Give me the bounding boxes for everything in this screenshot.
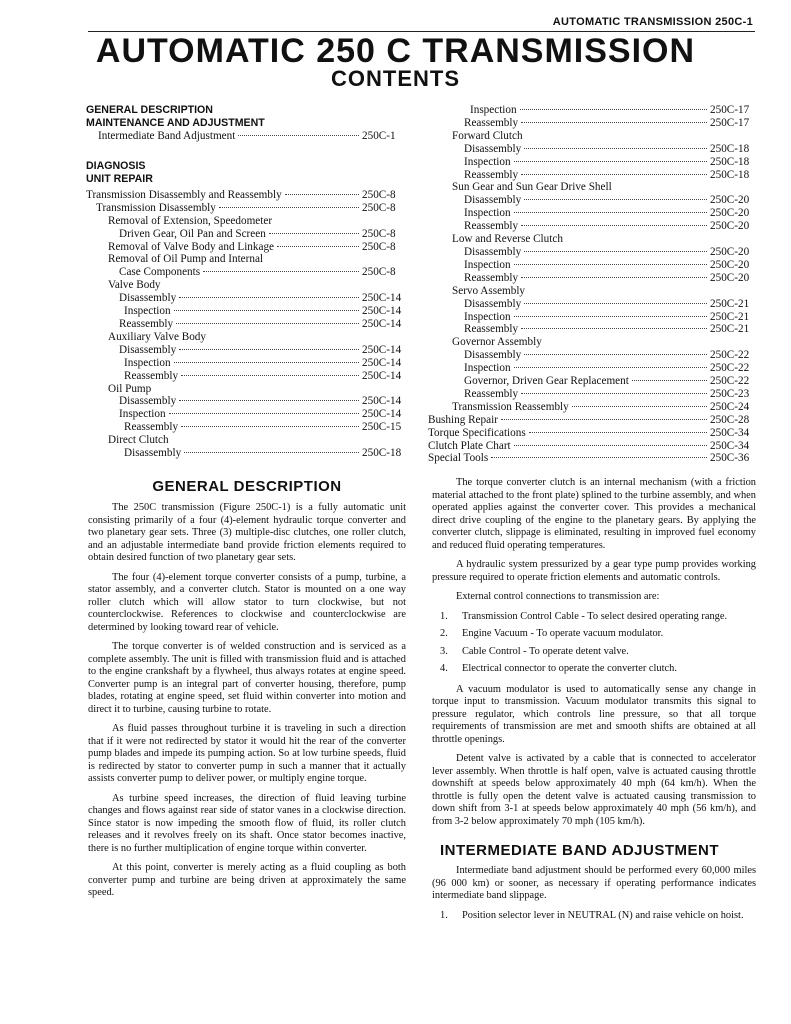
body-paragraph: The torque converter clutch is an internal mechanism (with a friction material attached to the front plate) splined to the turbine assembly, and when operated applies against the converter cover. This provides a mechanical direct drive coupling of the engine to the planetary gears. By applying the converter clutch, slippage is eliminated, resulting in improved fuel economy and reduced fluid operating temperatures. xyxy=(432,477,756,551)
toc-heading-maintenance: MAINTENANCE AND ADJUSTMENT xyxy=(86,117,265,129)
toc-entry xyxy=(428,414,754,427)
toc-entry xyxy=(86,447,406,460)
toc-entry xyxy=(428,130,754,143)
toc-entry-page: 250C-8 xyxy=(362,227,396,240)
toc-entry xyxy=(86,266,406,279)
toc-entry xyxy=(428,220,754,233)
dot-leader xyxy=(277,246,359,247)
toc-entry-title: Direct Clutch xyxy=(108,434,169,447)
toc-entry xyxy=(428,311,754,324)
toc-entry xyxy=(428,117,754,130)
toc-entry xyxy=(428,169,754,182)
toc-entry-page: 250C-18 xyxy=(362,447,402,460)
body-paragraph: The four (4)-element torque converter consists of a pump, turbine, a stator assembly, and a converter clutch. Stator is mounted on a one way roller clutch which will allow stator to turn clockwise, but not counterclockwise. References to clockwise and counterclockwise are determined by looking toward rear of vehicle. xyxy=(88,571,406,633)
body-paragraph: External control connections to transmission are: xyxy=(456,591,660,602)
toc-entry-page: 250C-22 xyxy=(710,375,750,388)
toc-entry-title: Reassembly xyxy=(464,168,519,181)
toc-entry-page: 250C-20 xyxy=(710,245,750,258)
list-item: 1. Position selector lever in NEUTRAL (N) and raise vehicle on hoist. xyxy=(440,909,744,921)
toc-entry-title: Bushing Repair xyxy=(428,413,498,426)
toc-entry-page: 250C-18 xyxy=(710,142,750,155)
toc-entry-page: 250C-22 xyxy=(710,362,750,375)
toc-entry-page: 250C-34 xyxy=(710,439,750,452)
toc-entry-title: Inspection xyxy=(124,356,171,369)
body-paragraph: Intermediate band adjustment should be performed every 60,000 miles (96 000 km) or sooner, as necessary if operating performance indicates intermediate band slippage. xyxy=(432,865,756,901)
dot-leader xyxy=(572,406,707,407)
dot-leader xyxy=(179,297,359,298)
dot-leader xyxy=(524,199,707,200)
toc-entry xyxy=(428,259,754,272)
toc-entry-title: Removal of Oil Pump and Internal xyxy=(108,253,264,266)
toc-heading-general-description: GENERAL DESCRIPTION xyxy=(86,104,213,116)
body-paragraph: The torque converter is of welded construction and is serviced as a complete assembly. The unit is filled with transmission fluid and is attached to the engine crankshaft by a flywheel, thus always rotates at engine speed. Converter pump is an integral part of converter housing, therefore, pump blades, rotating at engine speed, set fluid within converter into motion and direct it to turbine, causing turbine to rotate. xyxy=(88,641,406,715)
dot-leader xyxy=(521,174,707,175)
intermediate-band-heading: INTERMEDIATE BAND ADJUSTMENT xyxy=(440,842,719,859)
toc-entry-title: Low and Reverse Clutch xyxy=(452,233,563,246)
toc-entry xyxy=(428,233,754,246)
toc-entry xyxy=(428,362,754,375)
dot-leader xyxy=(524,303,707,304)
toc-entry xyxy=(86,421,406,434)
toc-entry-title: Reassembly xyxy=(124,421,179,434)
toc-entry-page: 250C-21 xyxy=(710,323,750,336)
dot-leader xyxy=(219,207,359,208)
dot-leader xyxy=(501,419,707,420)
page-title: AUTOMATIC 250 C TRANSMISSION xyxy=(95,32,696,70)
dot-leader xyxy=(514,212,707,213)
toc-heading-unit-repair: UNIT REPAIR xyxy=(86,172,153,185)
toc-entry-title: Inspection xyxy=(464,207,511,220)
toc-entry-page: 250C-20 xyxy=(710,194,750,207)
toc-entry-page: 250C-1 xyxy=(362,130,396,142)
toc-entry xyxy=(428,375,754,388)
toc-entry-title: Special Tools xyxy=(428,452,489,465)
toc-entry xyxy=(86,370,406,383)
toc-entry xyxy=(86,357,406,370)
toc-entry xyxy=(86,331,406,344)
toc-entry xyxy=(86,408,406,421)
toc-entry xyxy=(428,272,754,285)
toc-entry-page: 250C-28 xyxy=(710,413,750,426)
toc-entry-title: Inspection xyxy=(464,258,511,271)
control-connections-list xyxy=(432,611,756,676)
toc-entry-page: 250C-8 xyxy=(362,188,396,201)
toc-entry-page: 250C-17 xyxy=(710,104,750,116)
toc-entry xyxy=(86,279,406,292)
toc-entry-page: 250C-8 xyxy=(362,266,396,279)
toc-entry xyxy=(86,253,406,266)
dot-leader xyxy=(285,194,359,195)
dot-leader xyxy=(269,233,359,234)
toc-entry xyxy=(86,215,406,228)
dot-leader xyxy=(203,271,359,272)
toc-entry-page: 250C-20 xyxy=(710,258,750,271)
body-paragraph: As turbine speed increases, the direction of fluid leaving turbine changes and flows against rear side of stator vanes in a clockwise direction. Since stator is now impeding the smooth flow of fluid, its roller clutch releases and it revolves freely on its shaft. Once stator becomes inactive, there is no further multiplication of engine torque within converter. xyxy=(88,792,406,854)
toc-entry xyxy=(86,241,406,254)
toc-entry xyxy=(86,305,406,318)
toc-entry xyxy=(428,104,754,117)
toc-entry-page: 250C-8 xyxy=(362,201,396,214)
toc-entry-page: 250C-20 xyxy=(710,207,750,220)
dot-leader xyxy=(184,452,359,453)
toc-entry-title: Servo Assembly xyxy=(452,284,526,297)
toc-entry xyxy=(86,202,406,215)
toc-entry-title: Transmission Disassembly and Reassembly xyxy=(86,188,282,201)
toc-entry-title: Torque Specifications xyxy=(428,426,526,439)
toc-entry-page: 250C-17 xyxy=(710,116,750,129)
toc-entry xyxy=(428,388,754,401)
toc-entry xyxy=(428,452,754,465)
toc-group-maintenance xyxy=(86,130,406,143)
toc-entry-title: Reassembly xyxy=(119,317,174,330)
toc-entry xyxy=(86,189,406,202)
toc-entry-title: Disassembly xyxy=(124,447,182,460)
toc-entry-title: Inspection xyxy=(464,310,511,323)
toc-entry xyxy=(86,228,406,241)
toc-entry xyxy=(428,323,754,336)
toc-entry-page: 250C-22 xyxy=(710,349,750,362)
dot-leader xyxy=(179,349,359,350)
toc-entry xyxy=(428,194,754,207)
toc-entry-title: Disassembly xyxy=(464,297,522,310)
body-paragraph: As fluid passes throughout turbine it is traveling in such a direction that if it were not redirected by stator it would hit the rear of the converter pump blades and impede its pumping action. So at low turbine speeds, fluid is redirected by stator to converter pump in such a manner that it actually assists converter pump to deliver power, or multiply engine torque. xyxy=(88,723,406,784)
dot-leader xyxy=(524,148,707,149)
toc-entry xyxy=(86,434,406,447)
dot-leader xyxy=(529,432,707,433)
dot-leader xyxy=(491,457,707,458)
dot-leader xyxy=(514,367,707,368)
toc-entry-title: Case Components xyxy=(119,266,201,279)
toc-entry-title: Disassembly xyxy=(119,343,177,356)
toc-entry-title: Intermediate Band Adjustment xyxy=(98,130,236,142)
toc-entry-title: Disassembly xyxy=(464,349,522,362)
body-paragraph: A hydraulic system pressurized by a gear type pump provides working pressure required to operate friction elements and automatic controls. xyxy=(432,559,756,583)
toc-entry-title: Transmission Reassembly xyxy=(452,400,569,413)
toc-entry-title: Disassembly xyxy=(464,245,522,258)
toc-entry xyxy=(86,395,406,408)
toc-entry xyxy=(428,285,754,298)
toc-entry-page: 250C-14 xyxy=(362,343,402,356)
toc-entry-title: Removal of Extension, Speedometer xyxy=(108,214,273,227)
toc-entry-page: 250C-14 xyxy=(362,369,402,382)
list-item: 3. Cable Control - To operate detent valve. xyxy=(440,645,629,657)
toc-entry-title: Transmission Disassembly xyxy=(96,201,216,214)
toc-entry-page: 250C-20 xyxy=(710,271,750,284)
toc-entry xyxy=(428,298,754,311)
toc-entry-title: Clutch Plate Chart xyxy=(428,439,511,452)
toc-entry xyxy=(428,427,754,440)
right-text-column xyxy=(432,477,756,930)
toc-entry xyxy=(428,440,754,453)
list-item: 1. Transmission Control Cable - To select desired operating range. xyxy=(440,610,728,622)
toc-entry-title: Sun Gear and Sun Gear Drive Shell xyxy=(452,181,612,194)
toc-heading-diagnosis: DIAGNOSIS xyxy=(86,159,146,172)
dot-leader xyxy=(514,264,707,265)
toc-entry-page: 250C-18 xyxy=(710,168,750,181)
dot-leader xyxy=(181,426,359,427)
toc-entry xyxy=(428,143,754,156)
toc-right-column xyxy=(428,104,754,465)
toc-entry-title: Inspection xyxy=(470,104,517,116)
toc-entry xyxy=(428,181,754,194)
toc-entry xyxy=(86,130,406,143)
body-paragraph: Detent valve is activated by a cable that is connected to accelerator lever assembly. When throttle is half open, valve is actuated causing throttle downshift at speeds below approximately 40 mph (64 km/h). When the throttle is fully open the detent valve is actuated causing transmission to down shift from 3-1 at speeds below approximately 40 mph (56 km/h), and from 3-2 below approximately 70 mph (105 km/h). xyxy=(432,753,756,827)
contents-title: CONTENTS xyxy=(331,66,460,91)
toc-group-unit-repair xyxy=(86,189,406,460)
toc-entry-page: 250C-34 xyxy=(710,426,750,439)
toc-entry-page: 250C-14 xyxy=(362,408,402,421)
toc-entry-title: Forward Clutch xyxy=(452,129,523,142)
dot-leader xyxy=(521,328,707,329)
dot-leader xyxy=(520,109,707,110)
general-description-column xyxy=(88,478,406,907)
toc-group-right xyxy=(428,104,754,465)
toc-entry-title: Inspection xyxy=(124,305,171,318)
toc-entry-title: Reassembly xyxy=(464,323,519,336)
toc-entry xyxy=(86,318,406,331)
toc-entry-title: Governor Assembly xyxy=(452,336,542,349)
toc-entry-page: 250C-14 xyxy=(362,305,402,318)
body-paragraph: The 250C transmission (Figure 250C-1) is a fully automatic unit consisting primarily of a four (4)-element hydraulic torque converter and two planetary gear sets. Three (3) multiple-disc clutches, one roller clutch, and an adjustable intermediate band provide friction elements required to obtain desired function of two planetary gear sets. xyxy=(88,502,406,563)
dot-leader xyxy=(181,375,359,376)
dot-leader xyxy=(521,122,707,123)
running-head: AUTOMATIC TRANSMISSION 250C-1 xyxy=(552,16,753,28)
body-paragraph: At this point, converter is merely acting as a fluid coupling as both converter pump and turbine are being driven at approximately the same speed. xyxy=(88,862,406,898)
toc-entry-title: Removal of Valve Body and Linkage xyxy=(108,240,275,253)
toc-entry-page: 250C-20 xyxy=(710,220,750,233)
toc-entry-page: 250C-14 xyxy=(362,317,402,330)
dot-leader xyxy=(174,362,359,363)
toc-entry-page: 250C-14 xyxy=(362,356,402,369)
dot-leader xyxy=(174,310,359,311)
toc-entry-title: Governor, Driven Gear Replacement xyxy=(464,375,629,388)
toc-entry-title: Disassembly xyxy=(464,194,522,207)
toc-entry-page: 250C-8 xyxy=(362,240,396,253)
toc-entry xyxy=(428,349,754,362)
body-paragraph: A vacuum modulator is used to automatically sense any change in torque input to transmission. Vacuum modulator transmits this signal to pressure regulator, which controls line pressure, so that all torque requirements of transmission are met and smooth shifts are obtained at all throttle openings. xyxy=(432,683,756,745)
toc-entry-title: Reassembly xyxy=(464,116,519,129)
dot-leader xyxy=(179,400,359,401)
toc-left-column xyxy=(86,104,406,460)
toc-entry-title: Disassembly xyxy=(119,395,177,408)
toc-entry-title: Disassembly xyxy=(464,142,522,155)
dot-leader xyxy=(521,277,707,278)
toc-entry-title: Disassembly xyxy=(119,292,177,305)
toc-entry-page: 250C-21 xyxy=(710,310,750,323)
toc-entry-title: Driven Gear, Oil Pan and Screen xyxy=(119,227,266,240)
toc-entry xyxy=(86,292,406,305)
dot-leader xyxy=(238,135,359,136)
toc-entry-page: 250C-23 xyxy=(710,387,750,400)
toc-entry xyxy=(86,383,406,396)
toc-entry xyxy=(428,156,754,169)
general-description-heading: GENERAL DESCRIPTION xyxy=(152,478,342,495)
list-item: 4. Electrical connector to operate the converter clutch. xyxy=(440,663,677,674)
toc-entry-page: 250C-14 xyxy=(362,292,402,305)
toc-entry-page: 250C-24 xyxy=(710,400,750,413)
toc-entry-page: 250C-21 xyxy=(710,297,750,310)
procedure-steps xyxy=(432,910,756,923)
toc-entry-title: Oil Pump xyxy=(108,382,152,395)
toc-entry-title: Reassembly xyxy=(464,220,519,233)
toc-entry xyxy=(428,207,754,220)
dot-leader xyxy=(632,380,707,381)
toc-entry xyxy=(428,401,754,414)
dot-leader xyxy=(514,316,707,317)
toc-entry-title: Reassembly xyxy=(124,369,179,382)
toc-entry-page: 250C-14 xyxy=(362,395,402,408)
toc-entry-page: 250C-36 xyxy=(710,452,750,465)
dot-leader xyxy=(176,323,359,324)
toc-entry-title: Valve Body xyxy=(108,279,161,292)
dot-leader xyxy=(521,225,707,226)
toc-entry xyxy=(428,336,754,349)
toc-entry-title: Reassembly xyxy=(464,387,519,400)
list-item: 2. Engine Vacuum - To operate vacuum modulator. xyxy=(440,628,664,639)
toc-entry-title: Auxiliary Valve Body xyxy=(108,330,206,343)
toc-entry-page: 250C-18 xyxy=(710,155,750,168)
toc-entry-title: Inspection xyxy=(119,408,166,421)
dot-leader xyxy=(524,251,707,252)
toc-entry-title: Reassembly xyxy=(464,271,519,284)
dot-leader xyxy=(514,161,707,162)
dot-leader xyxy=(521,393,707,394)
dot-leader xyxy=(169,413,359,414)
toc-entry-title: Inspection xyxy=(464,362,511,375)
toc-entry-page: 250C-15 xyxy=(362,421,402,434)
toc-entry xyxy=(428,246,754,259)
toc-entry-title: Inspection xyxy=(464,155,511,168)
toc-entry xyxy=(86,344,406,357)
dot-leader xyxy=(514,445,707,446)
dot-leader xyxy=(524,354,707,355)
